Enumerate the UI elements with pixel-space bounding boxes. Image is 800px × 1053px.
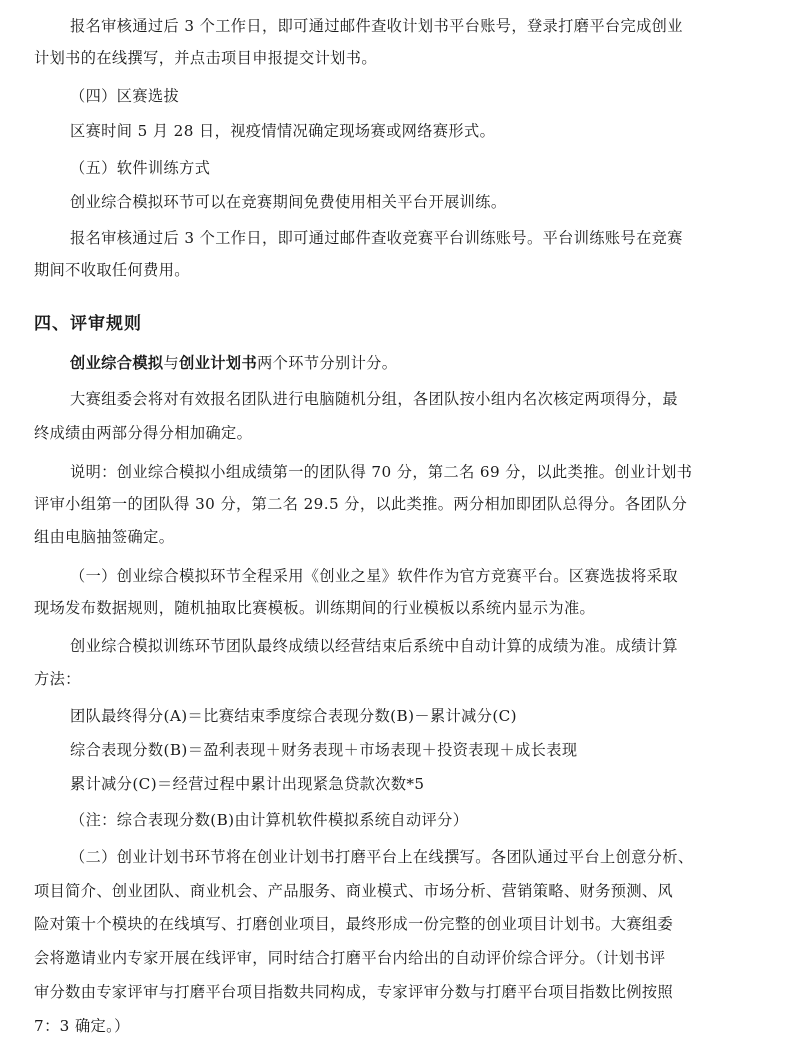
paragraph-line: 审分数由专家评审与打磨平台项目指数共同构成，专家评审分数与打磨平台项目指数比例按照 xyxy=(34,983,674,1001)
paragraph-line: （二）创业计划书环节将在创业计划书打磨平台上在线撰写。各团队通过平台上创意分析、 xyxy=(70,848,694,866)
paragraph-line: 7：3 确定。） xyxy=(34,1017,130,1035)
paragraph-line: 报名审核通过后 3 个工作日，即可通过邮件查收计划书平台账号，登录打磨平台完成创业 xyxy=(70,17,683,35)
formula-line: 累计减分(C)＝经营过程中累计出现紧急贷款次数*5 xyxy=(70,775,425,793)
scoring-intro-line xyxy=(70,353,397,373)
paragraph-line: 组由电脑抽签确定。 xyxy=(34,528,175,546)
paragraph-line: 方法： xyxy=(34,670,81,688)
paragraph-line: 评审小组第一的团队得 30 分，第二名 29.5 分，以此类推。两分相加即团队总得分。各团队分 xyxy=(34,495,688,513)
connector-text: 与 xyxy=(163,354,180,372)
subsection-title: （五）软件训练方式 xyxy=(70,159,211,177)
subsection-title: （四）区赛选拔 xyxy=(70,87,180,105)
paragraph-line: 现场发布数据规则，随机抽取比赛模板。训练期间的行业模板以系统内显示为准。 xyxy=(34,599,596,617)
paragraph-line: 终成绩由两部分得分相加确定。 xyxy=(34,424,253,442)
paragraph-line: 项目简介、创业团队、商业机会、产品服务、商业模式、市场分析、营销策略、财务预测、风 xyxy=(34,882,674,900)
paragraph-line: 期间不收取任何费用。 xyxy=(34,261,190,279)
paragraph-line: 区赛时间 5 月 28 日，视疫情情况确定现场赛或网络赛形式。 xyxy=(70,122,496,140)
paragraph-line: 说明：创业综合模拟小组成绩第一的团队得 70 分，第二名 69 分，以此类推。创业计划书 xyxy=(70,463,693,481)
formula-line: 团队最终得分(A)＝比赛结束季度综合表现分数(B)－累计减分(C) xyxy=(70,707,518,725)
bold-term: 创业综合模拟 xyxy=(70,354,164,372)
paragraph-line: 报名审核通过后 3 个工作日，即可通过邮件查收竞赛平台训练账号。平台训练账号在竞赛 xyxy=(70,229,683,247)
note-line: （注：综合表现分数(B)由计算机软件模拟系统自动评分） xyxy=(70,811,469,829)
paragraph-line: 大赛组委会将对有效报名团队进行电脑随机分组，各团队按小组内名次核定两项得分，最 xyxy=(70,390,678,408)
paragraph-line: 创业综合模拟环节可以在竞赛期间免费使用相关平台开展训练。 xyxy=(70,193,507,211)
section-heading: 四、评审规则 xyxy=(34,314,142,334)
paragraph-line: 计划书的在线撰写，并点击项目申报提交计划书。 xyxy=(34,49,377,67)
formula-line: 综合表现分数(B)＝盈利表现＋财务表现＋市场表现＋投资表现＋成长表现 xyxy=(70,741,578,759)
paragraph-line: 险对策十个模块的在线填写、打磨创业项目，最终形成一份完整的创业项目计划书。大赛组委 xyxy=(34,915,674,933)
paragraph-line: （一）创业综合模拟环节全程采用《创业之星》软件作为官方竞赛平台。区赛选拔将采取 xyxy=(70,567,678,585)
bold-term: 创业计划书 xyxy=(179,354,258,372)
paragraph-line: 创业综合模拟训练环节团队最终成绩以经营结束后系统中自动计算的成绩为准。成绩计算 xyxy=(70,637,678,655)
intro-rest-text: 两个环节分别计分。 xyxy=(257,354,398,372)
paragraph-line: 会将邀请业内专家开展在线评审，同时结合打磨平台内给出的自动评价综合评分。（计划书评 xyxy=(34,949,666,967)
